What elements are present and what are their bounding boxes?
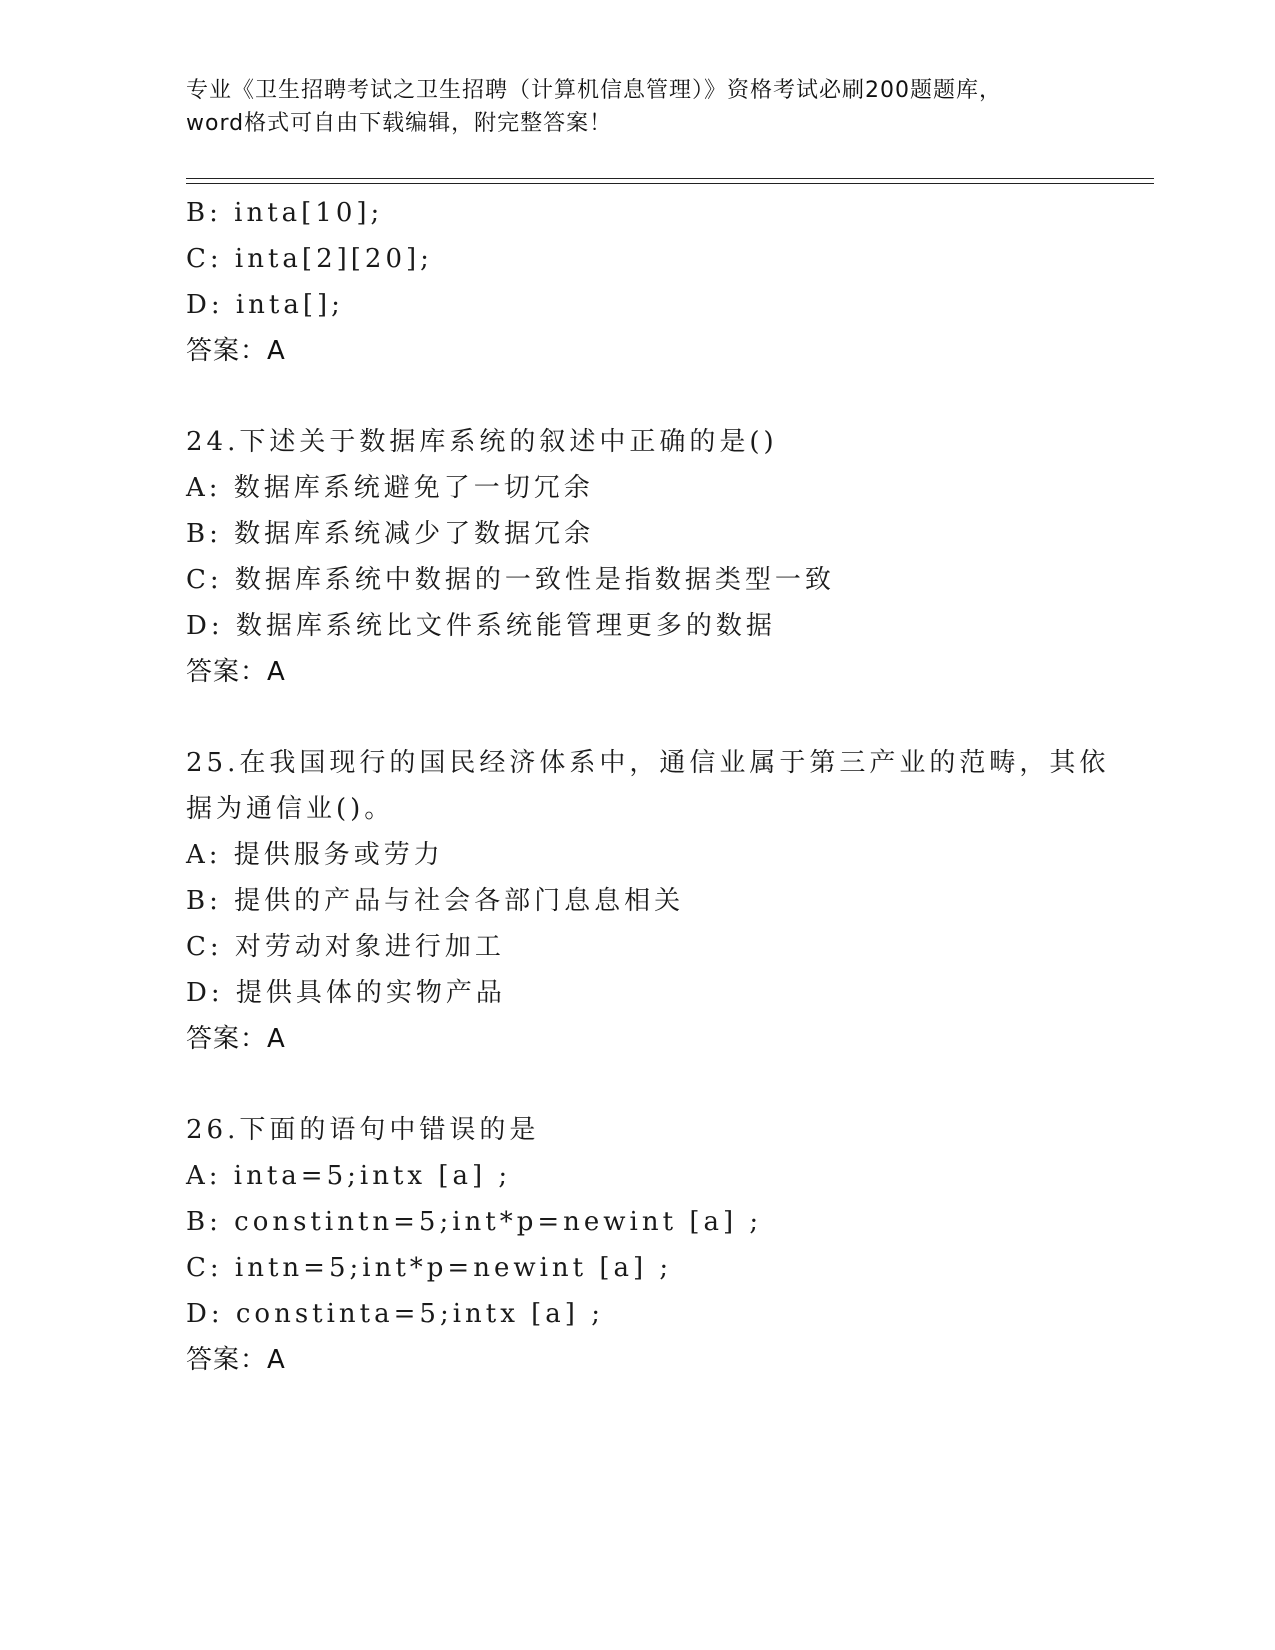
answer-label: 答案：A	[186, 336, 286, 366]
option-b: B: 数据库系统减少了数据冗余	[186, 519, 595, 549]
option-a: A: inta=5;intx [a] ;	[186, 1161, 512, 1191]
question-stem-line-1: 25.在我国现行的国民经济体系中，通信业属于第三产业的范畴，其依	[186, 748, 1110, 778]
option-b: B: inta[10];	[186, 198, 384, 228]
option-c: C: 对劳动对象进行加工	[186, 932, 505, 962]
spacer	[186, 374, 1086, 419]
question-24	[186, 419, 1086, 695]
answer-label: 答案：A	[186, 1024, 286, 1054]
question-list	[186, 190, 1110, 1383]
option-a: A: 提供服务或劳力	[186, 840, 444, 870]
document-header	[186, 74, 1086, 140]
option-d: D: constinta=5;intx [a] ;	[186, 1299, 604, 1329]
spacer	[186, 695, 1086, 740]
option-d: D: 提供具体的实物产品	[186, 978, 506, 1008]
question-25	[186, 740, 1110, 1062]
question-26	[186, 1107, 1086, 1383]
option-c: C: 数据库系统中数据的一致性是指数据类型一致	[186, 565, 835, 595]
question-stem: 26.下面的语句中错误的是	[186, 1115, 540, 1145]
option-d: D: inta[];	[186, 290, 344, 320]
question-stem-line-2: 据为通信业()。	[186, 794, 395, 824]
option-c: C: intn=5;int*p=newint [a] ;	[186, 1253, 673, 1283]
option-c: C: inta[2][20];	[186, 244, 433, 274]
header-divider-bottom	[186, 183, 1154, 184]
question-stem: 24.下述关于数据库系统的叙述中正确的是()	[186, 427, 778, 457]
header-divider-top	[186, 178, 1154, 179]
option-b: B: constintn=5;int*p=newint [a] ;	[186, 1207, 763, 1237]
option-a: A: 数据库系统避免了一切冗余	[186, 473, 594, 503]
answer-label: 答案：A	[186, 657, 286, 687]
spacer	[186, 1062, 1086, 1107]
option-d: D: 数据库系统比文件系统能管理更多的数据	[186, 611, 776, 641]
question-23-continued	[186, 190, 1086, 374]
header-line-2: word格式可自由下载编辑，附完整答案！	[186, 111, 613, 136]
answer-label: 答案：A	[186, 1345, 286, 1375]
header-line-1: 专业《卫生招聘考试之卫生招聘（计算机信息管理）》资格考试必刷200题题库，	[186, 78, 1002, 103]
option-b: B: 提供的产品与社会各部门息息相关	[186, 886, 685, 916]
